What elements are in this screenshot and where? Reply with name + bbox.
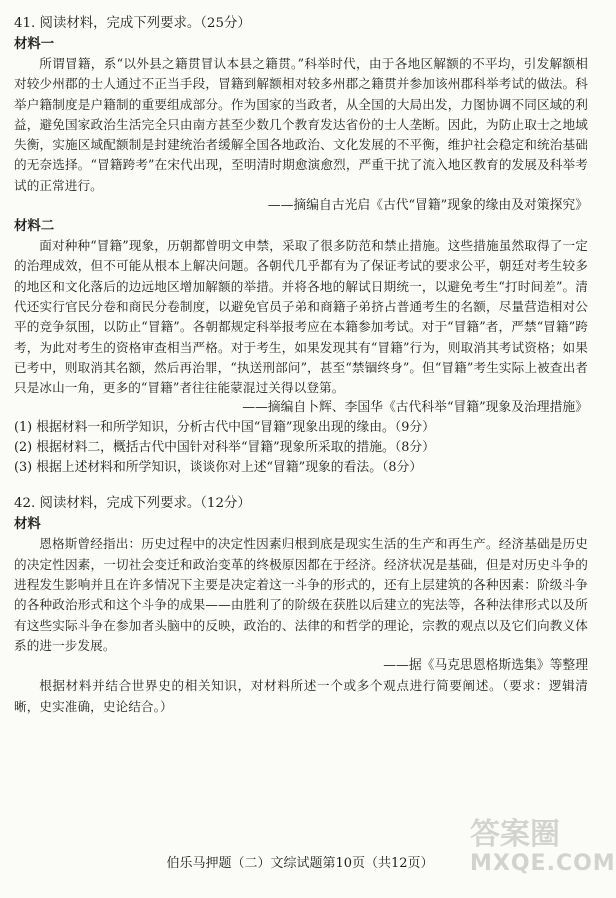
question-41-sub-2: (2) 根据材料二，概括古代中国针对科举“冒籍”现象所采取的措施。（8分）: [14, 440, 435, 456]
material-2-text: 面对种种“冒籍”现象，历朝都曾明文申禁，采取了很多防范和禁止措施。这些措施虽然取得了一定的治理成效，但不可能从根本上解决问题。各朝代几乎都有为了保证考试的要求公平，朝廷对考生较多的地区和文化落后的边远地区增加解额的举措。并将各地的解试日期统一，以避免考生“打时间差”。清代还实行官民分卷和商民分卷制度，以避免官员子弟和商籍子弟挤占普通考生的名额，尽量营造相对公平的竞争氛围，以防止“冒籍”。各朝都规定科举报考应在本籍参加考试。对于“冒籍”者，严禁“冒籍”跨考，为此对考生的资格审查相当严格。对于考生，如果发现其有“冒籍”行为，则取消其考试资格；如果已考中，则取消其名额，然后再治罪，“执送刑部问”，甚至“禁锢终身”。但“冒籍”考生实际上被查出者只是冰山一角，更多的“冒籍”者往往能蒙混过关得以登第。: [14, 238, 588, 396]
watermark-top-text: 答案圈: [470, 817, 560, 852]
watermark-logo: [470, 817, 616, 884]
question-41-sub-3: (3) 根据上述材料和所学知识，谈谈你对上述“冒籍”现象的看法。（8分）: [14, 460, 423, 476]
material-2-source: ——摘编自卜辉、李国华《古代科举“冒籍”现象及治理措施》: [242, 400, 588, 416]
question-42-material-text: 恩格斯曾经指出：历史过程中的决定性因素归根到底是现实生活的生产和再生产。经济基础是历史的决定性因素，一切社会变迁和政治变革的终极原因都在于经济。经济状况是基础，但是对历史斗争的进程发生影响并且在许多情况下主要是决定着这一斗争的形式的，还有上层建筑的各种因素：阶级斗争的各种政治形式和这个斗争的成果——由胜利了的阶级在获胜以后建立的宪法等，各种法律形式以及所有这些实际斗争在参加者头脑中的反映，政治的、法律的和哲学的理论，宗教的观点以及它们向教义体系的进一步发展。: [14, 536, 588, 653]
material-1-text: 所谓冒籍，系“以外县之籍贯冒认本县之籍贯。”科举时代，由于各地区解额的不平均，引发解额相对较少州郡的士人通过不正当手段，冒籍到解额相对较多州郡之籍贯并参加该州郡科举考试的做法。科举户籍制度是户籍制的重要组成部分。作为国家的当政者，从全国的大局出发，力图协调不同区域的利益，避免国家政治生活完全只由南方甚至少数几个教育发达省份的士人垄断。因此，为防止取士之地域失衡，实施区域配额制是封建统治者缓解全国各地政治、文化发展的不平衡，维护社会稳定和统治基础的无奈选择。“冒籍跨考”在宋代出现，至明清时期愈演愈烈，严重干扰了流入地区教育的发展及科举考试的正常进行。: [14, 56, 588, 193]
question-42-material-label: 材料: [14, 516, 41, 533]
page-footer: 伯乐马押题（二）文综试题第10页（共12页）: [166, 856, 434, 871]
material-1-label: 材料一: [14, 36, 55, 52]
question-41-heading: 41. 阅读材料，完成下列要求。（25分）: [14, 16, 251, 31]
exam-page: [14, 14, 588, 717]
question-41-sub-1: (1) 根据材料一和所学知识，分析古代中国“冒籍”现象出现的缘由。（9分）: [14, 420, 435, 436]
material-2-label: 材料二: [14, 218, 55, 235]
question-42-material-source: ——据《马克思恩格斯选集》等整理: [383, 658, 588, 674]
question-42-heading: 42. 阅读材料，完成下列要求。（12分）: [14, 496, 251, 512]
material-1-source: ——摘编自古光启《古代“冒籍”现象的缘由及对策探究》: [267, 198, 588, 214]
watermark-bottom-text: MXQE.COM: [470, 851, 616, 876]
question-42-task: 根据材料并结合世界史的相关知识，对材料所述一个或多个观点进行简要阐述。（要求：逻辑清晰，史实准确，史论结合。）: [14, 678, 588, 714]
